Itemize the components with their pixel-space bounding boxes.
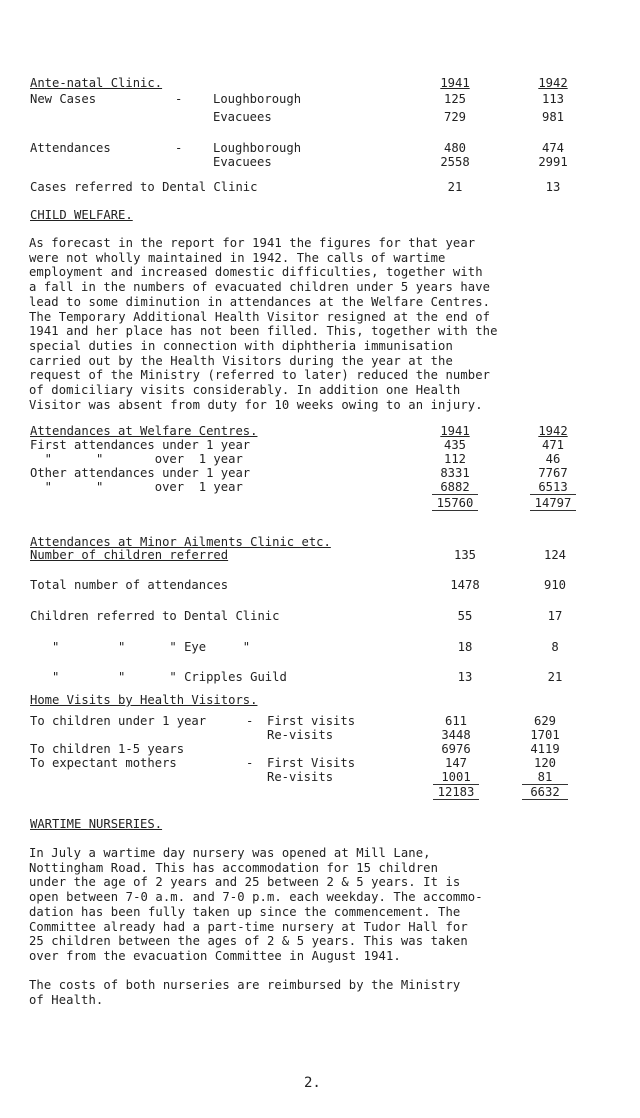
text-line: dation has been fully taken up since the commencement. The [29, 904, 461, 919]
text-line: Nottingham Road. This has accommodation for 15 children [29, 860, 439, 875]
new-cases-loughborough-1942: 113 [541, 92, 564, 106]
welfare-row-1941: 8331 [440, 466, 470, 480]
welfare-row-1942: 46 [545, 452, 561, 466]
welfare-year-1941: 1941 [440, 424, 470, 438]
welfare-row-label: " " over 1 year [30, 480, 243, 494]
text-line: request of the Ministry (referred to later) reduced the number [29, 368, 491, 383]
antenatal-heading: Ante-natal Clinic. [30, 76, 163, 90]
minor-row-1941: 1478 [450, 578, 480, 592]
attendances-label: Attendances [30, 141, 111, 155]
text-line: over from the evacuation Committee in August 1941. [29, 948, 401, 963]
minor-row-1942: 910 [543, 578, 566, 592]
welfare-row-1942: 6513 [530, 480, 576, 495]
under1-dash: - [246, 714, 254, 728]
minor-row-label: " " " Eye " [30, 640, 251, 654]
wartime-nurseries-heading: WARTIME NURSERIES. [30, 817, 163, 831]
new-cases-label: New Cases [30, 92, 97, 106]
welfare-total-1942: 14797 [530, 496, 576, 511]
text-line: As forecast in the report for 1941 the figures for that year [29, 236, 476, 250]
welfare-row-label: " " over 1 year [30, 452, 243, 466]
minor-row-1942: 124 [543, 548, 566, 562]
antenatal-year-1941: 1941 [440, 76, 470, 90]
nursery-costs-paragraph [29, 978, 629, 1007]
under1-first-1941: 611 [444, 714, 467, 728]
new-cases-evacuees: Evacuees [213, 110, 272, 124]
page-number: 2. [304, 1075, 321, 1091]
under1-re-visits-label: Re-visits [267, 728, 334, 742]
text-line: were not wholly maintained in 1942. The calls of wartime [29, 250, 446, 265]
new-cases-dash: - [175, 92, 183, 106]
text-line: Committee already had a part-time nursery at Tudor Hall for [29, 919, 468, 934]
text-line: employment and increased domestic difficulties, together with [29, 265, 483, 280]
expectant-re-visits-label: Re-visits [267, 770, 334, 784]
antenatal-year-1942: 1942 [538, 76, 568, 90]
wartime-nurseries-paragraph [29, 846, 629, 964]
under1-first-visits-label: First visits [267, 714, 356, 728]
text-line: open between 7-0 a.m. and 7-0 p.m. each weekday. The accommo- [29, 890, 483, 905]
text-line: Visitor was absent from duty for 10 weeks owing to an injury. [29, 397, 483, 412]
text-line: In July a wartime day nursery was opened at Mill Lane, [29, 846, 431, 860]
expectant-re-1941: 1001 [433, 770, 479, 785]
expectant-first-visits-label: First Visits [267, 756, 356, 770]
welfare-row-label: First attendances under 1 year [30, 438, 251, 452]
expectant-first-1942: 120 [533, 756, 556, 770]
expectant-dash: - [246, 756, 254, 770]
welfare-centres-heading: Attendances at Welfare Centres. [30, 424, 258, 438]
attendances-loughborough-1942: 474 [541, 141, 564, 155]
minor-row-label: " " " Cripples Guild [30, 670, 287, 684]
welfare-row-1941: 435 [443, 438, 466, 452]
home-visits-heading: Home Visits by Health Visitors. [30, 693, 258, 707]
child-welfare-paragraph [29, 236, 629, 412]
age1to5-1942: 4119 [530, 742, 560, 756]
dental-referred-label: Cases referred to Dental Clinic [30, 180, 258, 194]
text-line: under the age of 2 years and 25 between 2 & 5 years. It is [29, 875, 461, 890]
welfare-row-1942: 7767 [538, 466, 568, 480]
welfare-row-1942: 471 [541, 438, 564, 452]
under1-re-1942: 1701 [530, 728, 560, 742]
text-line: carried out by the Health Visitors during the year at the [29, 353, 453, 368]
minor-row-1942: 8 [551, 640, 559, 654]
text-line: of domiciliary visits considerably. In addition one Health [29, 383, 461, 398]
minor-row-1941: 18 [457, 640, 473, 654]
minor-row-1941: 13 [457, 670, 473, 684]
dental-referred-1942: 13 [545, 180, 561, 194]
text-line: The costs of both nurseries are reimbursed by the Ministry [29, 978, 461, 992]
under1-first-1942: 629 [533, 714, 556, 728]
under1-label: To children under 1 year [30, 714, 207, 728]
attendances-loughborough: Loughborough [213, 141, 302, 155]
welfare-total-1941: 15760 [432, 496, 478, 511]
home-visits-total-1942: 6632 [522, 785, 568, 800]
new-cases-evacuees-1942: 981 [541, 110, 564, 124]
text-line: The Temporary Additional Health Visitor resigned at the end of [29, 309, 491, 324]
attendances-dash: - [175, 141, 183, 155]
welfare-year-1942: 1942 [538, 424, 568, 438]
minor-row-label: Children referred to Dental Clinic [30, 609, 280, 623]
age1to5-1941: 6976 [441, 742, 471, 756]
minor-row-1942: 17 [547, 609, 563, 623]
new-cases-evacuees-1941: 729 [443, 110, 466, 124]
new-cases-loughborough-1941: 125 [443, 92, 466, 106]
minor-row-label: Total number of attendances [30, 578, 229, 592]
age1to5-label: To children 1-5 years [30, 742, 185, 756]
minor-row-1942: 21 [547, 670, 563, 684]
attendances-evacuees: Evacuees [213, 155, 272, 169]
dental-referred-1941: 21 [447, 180, 463, 194]
home-visits-total-1941: 12183 [433, 785, 479, 800]
minor-ailments-heading: Attendances at Minor Ailments Clinic etc. [30, 535, 331, 549]
welfare-row-label: Other attendances under 1 year [30, 466, 251, 480]
child-welfare-heading: CHILD WELFARE. [30, 208, 133, 222]
attendances-loughborough-1941: 480 [443, 141, 466, 155]
new-cases-loughborough: Loughborough [213, 92, 302, 106]
text-line: lead to some diminution in attendances at the Welfare Centres. [29, 294, 491, 309]
text-line: 1941 and her place has not been filled. This, together with the [29, 324, 498, 339]
text-line: 25 children between the ages of 2 & 5 years. This was taken [29, 934, 468, 949]
minor-row-label: Number of children referred [30, 548, 229, 562]
minor-row-1941: 135 [453, 548, 476, 562]
text-line: special duties in connection with diphtheria immunisation [29, 338, 453, 353]
expectant-first-1941: 147 [444, 756, 467, 770]
attendances-evacuees-1941: 2558 [440, 155, 470, 169]
welfare-row-1941: 6882 [432, 480, 478, 495]
minor-row-1941: 55 [457, 609, 473, 623]
attendances-evacuees-1942: 2991 [538, 155, 568, 169]
welfare-row-1941: 112 [443, 452, 466, 466]
text-line: a fall in the numbers of evacuated children under 5 years have [29, 280, 491, 295]
text-line: of Health. [29, 992, 104, 1007]
expectant-re-1942: 81 [522, 770, 568, 785]
expectant-label: To expectant mothers [30, 756, 177, 770]
under1-re-1941: 3448 [441, 728, 471, 742]
